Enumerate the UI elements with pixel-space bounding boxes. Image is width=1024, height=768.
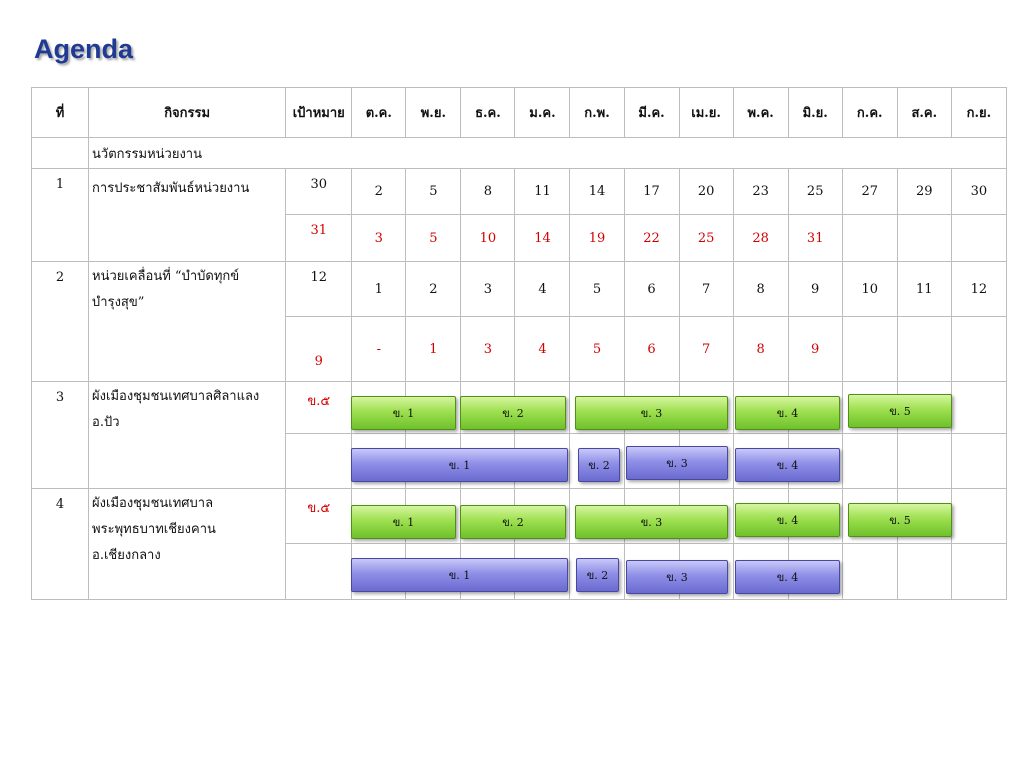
plan-target: 12 bbox=[286, 262, 352, 317]
plan-value: 2 bbox=[352, 169, 406, 215]
target-value: ข.๕ bbox=[286, 489, 352, 544]
table-row bbox=[32, 262, 1007, 317]
plan-value: 11 bbox=[515, 169, 570, 215]
actual-value: 22 bbox=[624, 215, 679, 262]
actual-value: 25 bbox=[679, 215, 733, 262]
plan-value: 8 bbox=[733, 262, 788, 317]
activity-name bbox=[89, 382, 286, 489]
actual-value: 6 bbox=[624, 317, 679, 382]
header-month: พ.ค. bbox=[733, 88, 788, 138]
plan-bar: ข. 2 bbox=[460, 505, 566, 539]
table-row bbox=[32, 169, 1007, 215]
header-month: ส.ค. bbox=[897, 88, 951, 138]
plan-value: 29 bbox=[897, 169, 951, 215]
row-number: 1 bbox=[32, 169, 89, 262]
row-number: 3 bbox=[32, 382, 89, 489]
header-month: มิ.ย. bbox=[788, 88, 842, 138]
actual-bar: ข. 4 bbox=[735, 448, 840, 482]
actual-value: - bbox=[352, 317, 406, 382]
actual-value: 5 bbox=[406, 215, 461, 262]
activity-line: พระพุทธบาทเชียงคาน bbox=[92, 522, 216, 537]
actual-value: 28 bbox=[733, 215, 788, 262]
plan-value: 14 bbox=[570, 169, 624, 215]
section-row bbox=[32, 138, 1007, 169]
actual-target: 31 bbox=[286, 215, 352, 262]
plan-value: 1 bbox=[352, 262, 406, 317]
activity-name bbox=[89, 489, 286, 600]
plan-value: 5 bbox=[570, 262, 624, 317]
header-month: มี.ค. bbox=[624, 88, 679, 138]
plan-bar: ข. 5 bbox=[848, 394, 952, 428]
activity-line: ผังเมืองชุมชนเทศบาล bbox=[92, 496, 214, 511]
actual-bar: ข. 1 bbox=[351, 448, 568, 482]
page-title: Agenda bbox=[34, 34, 134, 64]
actual-bar: ข. 2 bbox=[578, 448, 620, 482]
plan-bar: ข. 4 bbox=[735, 396, 840, 430]
header-month: ก.พ. bbox=[570, 88, 624, 138]
plan-value: 25 bbox=[788, 169, 842, 215]
actual-bar: ข. 3 bbox=[626, 560, 728, 594]
actual-value bbox=[842, 215, 897, 262]
plan-value: 5 bbox=[406, 169, 461, 215]
activity-name bbox=[89, 262, 286, 382]
plan-value: 9 bbox=[788, 262, 842, 317]
actual-value bbox=[897, 215, 951, 262]
plan-value: 8 bbox=[461, 169, 515, 215]
actual-value: 3 bbox=[352, 215, 406, 262]
activity-line: อ.เชียงกลาง bbox=[92, 548, 161, 563]
actual-bar: ข. 4 bbox=[735, 560, 840, 594]
plan-bar: ข. 4 bbox=[735, 503, 840, 537]
header-month: ก.ค. bbox=[842, 88, 897, 138]
actual-value: 4 bbox=[515, 317, 570, 382]
actual-value bbox=[897, 317, 951, 382]
activity-line: ผังเมืองชุมชนเทศบาลศิลาแลง bbox=[92, 389, 260, 404]
actual-value: 9 bbox=[788, 317, 842, 382]
header-month: พ.ย. bbox=[406, 88, 461, 138]
header-month: ก.ย. bbox=[951, 88, 1006, 138]
plan-bar: ข. 2 bbox=[460, 396, 566, 430]
actual-value: 5 bbox=[570, 317, 624, 382]
plan-value: 6 bbox=[624, 262, 679, 317]
plan-target: 30 bbox=[286, 169, 352, 215]
plan-value: 10 bbox=[842, 262, 897, 317]
plan-bar: ข. 5 bbox=[848, 503, 952, 537]
activity-name: การประชาสัมพันธ์หน่วยงาน bbox=[89, 169, 286, 262]
plan-value: 20 bbox=[679, 169, 733, 215]
activity-line: บำรุงสุข” bbox=[92, 295, 145, 310]
actual-value bbox=[842, 317, 897, 382]
plan-value: 12 bbox=[951, 262, 1006, 317]
actual-value: 7 bbox=[679, 317, 733, 382]
plan-value: 2 bbox=[406, 262, 461, 317]
actual-value: 19 bbox=[570, 215, 624, 262]
activity-line: อ.ปัว bbox=[92, 415, 120, 430]
row-number: 2 bbox=[32, 262, 89, 382]
plan-value: 11 bbox=[897, 262, 951, 317]
target-value: ข.๕ bbox=[286, 382, 352, 434]
actual-value bbox=[951, 215, 1006, 262]
plan-bar: ข. 3 bbox=[575, 396, 728, 430]
plan-value: 4 bbox=[515, 262, 570, 317]
activity-line: หน่วยเคลื่อนที่ “บำบัดทุกข์ bbox=[92, 269, 240, 284]
header-month: ม.ค. bbox=[515, 88, 570, 138]
plan-value: 7 bbox=[679, 262, 733, 317]
actual-bar: ข. 1 bbox=[351, 558, 568, 592]
actual-value: 8 bbox=[733, 317, 788, 382]
actual-value: 31 bbox=[788, 215, 842, 262]
plan-value: 27 bbox=[842, 169, 897, 215]
header-no: ที่ bbox=[32, 88, 89, 138]
actual-value: 10 bbox=[461, 215, 515, 262]
actual-value: 3 bbox=[461, 317, 515, 382]
plan-bar: ข. 1 bbox=[351, 396, 456, 430]
header-target: เป้าหมาย bbox=[286, 88, 352, 138]
plan-bar: ข. 1 bbox=[351, 505, 456, 539]
actual-target: 9 bbox=[286, 317, 352, 382]
actual-bar: ข. 3 bbox=[626, 446, 728, 480]
header-activity: กิจกรรม bbox=[89, 88, 286, 138]
actual-value: 1 bbox=[406, 317, 461, 382]
header-month: ธ.ค. bbox=[461, 88, 515, 138]
plan-value: 17 bbox=[624, 169, 679, 215]
actual-bar: ข. 2 bbox=[576, 558, 619, 592]
actual-value: 14 bbox=[515, 215, 570, 262]
row-number: 4 bbox=[32, 489, 89, 600]
plan-value: 3 bbox=[461, 262, 515, 317]
header-row bbox=[32, 88, 1007, 138]
actual-value bbox=[951, 317, 1006, 382]
header-month: ต.ค. bbox=[352, 88, 406, 138]
plan-bar: ข. 3 bbox=[575, 505, 728, 539]
header-month: เม.ย. bbox=[679, 88, 733, 138]
plan-value: 23 bbox=[733, 169, 788, 215]
plan-value: 30 bbox=[951, 169, 1006, 215]
section-title: นวัตกรรมหน่วยงาน bbox=[89, 138, 1007, 169]
